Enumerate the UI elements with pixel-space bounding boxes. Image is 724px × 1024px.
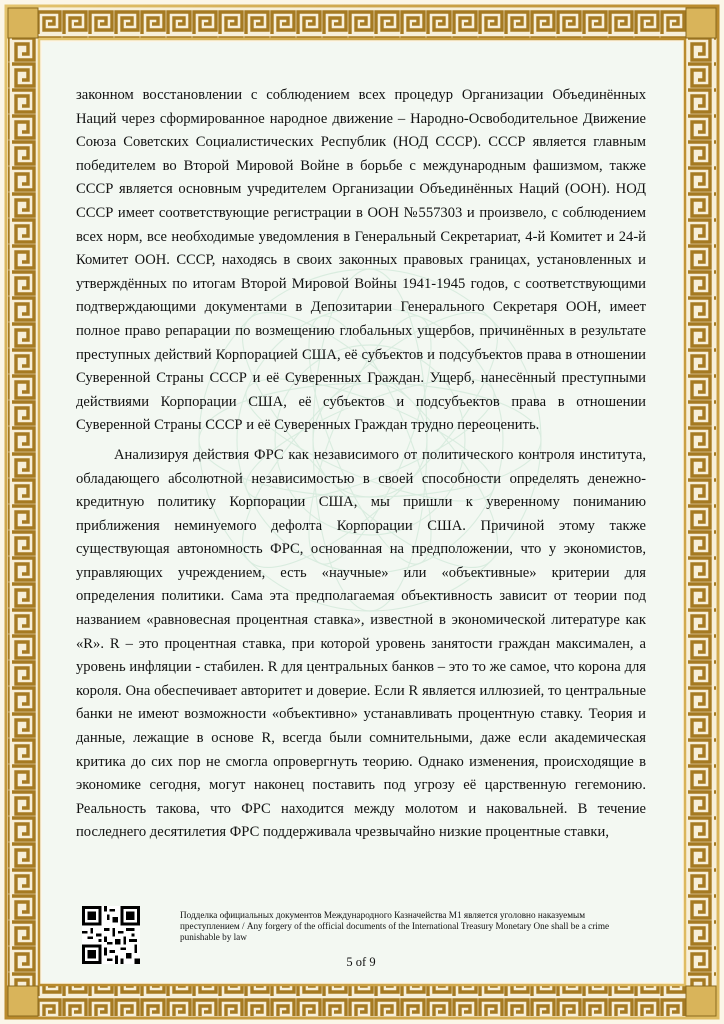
page-footer	[76, 906, 646, 970]
document-body	[76, 84, 646, 845]
forgery-disclaimer: Подделка официальных документов Международного Казначейства M1 является уголовно наказуемым преступлением / Any forgery of the official documents of the International Treasury Monetary One shall be a crime punishable by law	[180, 910, 610, 942]
body-paragraph-2: Анализируя действия ФРС как независимого от политического контроля института, обладающего абсолютной независимостью в своей способности определять денежно-кредитную политику Корпорации США, мы пришли к уверенному пониманию приближения неминуемого дефолта Корпорации США. Причиной этому также существующая автономность ФРС, основанная на предположении, что у экономистов, управляющих учреждением, есть «научные» или «объективные» критерии для определения политики. Сама эта предполагаемая объективность зависит от теории под названием «равновесная процентная ставка», известной в экономической литературе как «R». R – это процентная ставка, при которой уровень занятости граждан максимален, а уровень инфляции - стабилен. R для центральных банков – это то же самое, что корона для короля. Она обеспечивает авторитет и доверие. Если R является иллюзией, то центральные банки не имеют возможности «объективно» устанавливать процентную ставку. Теория и данные, лежащие в основе R, всегда были сомнительными, даже если академическая критика до сих пор не смогла опровергнуть теорию. Однако изменения, происходящие в экономике сегодня, могут наконец поставить под угрозу её царственную гегемонию. Реальность такова, что ФРС находится между молотом и наковальней. В течение последнего десятилетия ФРС поддерживала чрезвычайно низкие процентные ставки,	[76, 446, 646, 841]
page-number: 5 of 9	[346, 955, 376, 969]
body-paragraph-1: законном восстановлении с соблюдением всех процедур Организации Объединённых Наций через сформированное народное движение – Народно-Освободительное Движение Союза Советских Социалистических Республик (НОД СССР). СССР является главным победителем во Второй Мировой Войне в борьбе с международным фашизмом, также СССР является основным учредителем Организации Объединённых Наций (ООН). НОД СССР имеет соответствующие регистрации в ООН №557303 и произвело, с соблюдением всех норм, все необходимые уведомления в Генеральный Секретариат, 4-й Комитет и 24-й Комитет ООН. СССР, находясь в своих законных правовых границах, установленных и утверждённых по итогам Второй Мировой Войны 1941-1945 годов, с соответствующими подтверждающими документами в Депозитарии Генерального Секретаря ООН, имеет полное право репарации по возмещению глобальных ущербов, причинённых в результате преступных действий Корпорацией США, её субъектов и подсубъектов права в отношении Суверенной Страны СССР и её Суверенных Граждан. Ущерб, нанесённый преступными действиями Корпорации США, её субъектов и подсубъектов права в отношении Суверенной Страны СССР и её Суверенных Граждан трудно переоценить.	[76, 87, 646, 434]
